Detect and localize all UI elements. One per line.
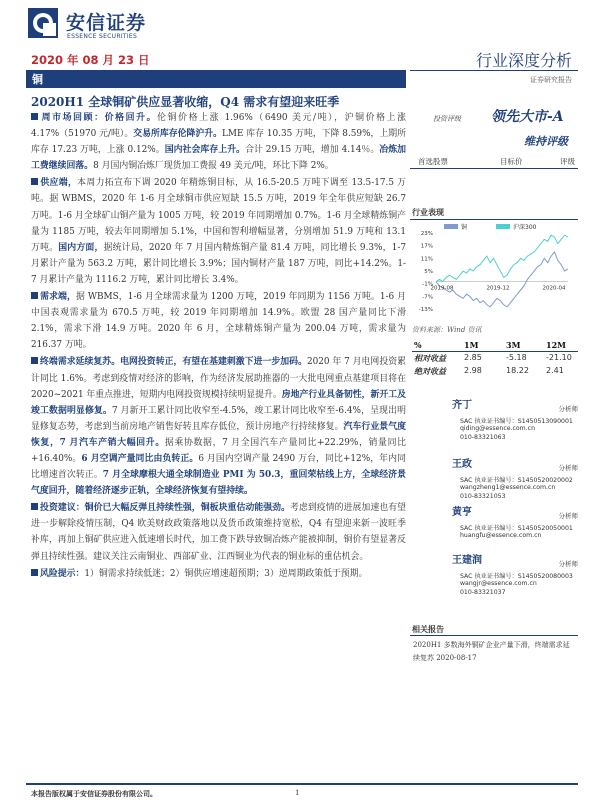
divider (410, 219, 578, 220)
legend-label: 沪深300 (513, 224, 537, 231)
stock-col-rating: 评级 (560, 157, 575, 166)
footer-text: 本报告版权属于安信证券股份有限公司。 (31, 789, 157, 798)
report-headline: 2020H1 全球铜矿供应显著收缩，Q4 需求有望迎来旺季 (31, 95, 340, 109)
legend-label: 铜 (461, 224, 468, 231)
industry-bar (26, 70, 406, 88)
y-tick-label: 11% (420, 256, 433, 263)
analyst-email[interactable]: wangjr@essence.com.cn (460, 580, 537, 587)
paragraph-risk: 风险提示：1）铜需求持续低迷；2）铜供应增速超预期；3）逆周期政策低于预期。 (31, 566, 406, 582)
analyst-cert: SAC 执业证书编号：S1450520020002 (460, 477, 573, 484)
table-cell: 2.85 (464, 353, 482, 362)
rating-change: 维持评级 (524, 135, 568, 148)
chart-source: 资料来源：Wind 资讯 (412, 326, 482, 334)
performance-table (412, 339, 578, 378)
analyst-name: 齐丁 (452, 400, 472, 411)
brand-name: 安信证券 (66, 12, 147, 34)
brand-logo (26, 6, 176, 40)
stock-col-name: 首选股票 (418, 157, 448, 166)
footer-divider (26, 783, 578, 785)
bullet-square-icon (31, 113, 38, 120)
analyst-cert: SAC 执业证书编号：S1450520080003 (460, 573, 573, 580)
analyst-card (410, 396, 578, 456)
bullet-square-icon (31, 357, 38, 364)
y-tick-label: 17% (420, 243, 433, 250)
industry-name: 铜 (32, 73, 43, 86)
analyst-cert: SAC 执业证书编号：S1450513090001 (460, 418, 573, 425)
table-cell: -5.18 (506, 353, 527, 362)
report-date: 2020 年 08 月 23 日 (31, 53, 150, 67)
brand-logo-icon (26, 6, 60, 40)
bullet-square-icon (31, 569, 38, 576)
table-cell: 2.41 (546, 366, 564, 375)
bullet-square-icon (31, 178, 38, 185)
analyst-cert: SAC 执业证书编号：S1450520050001 (460, 525, 573, 532)
analyst-phone: 010-83321063 (460, 434, 506, 441)
paragraph-demand: 需求端，据 WBMS，1-6 月全球需求量为 1200 万吨，2019 年同期为 1156 万吨。1-6 月中国表观需求量为 670.5 万吨，较 2019 年同期增加 14.9%。欧盟 28 国产量同比下滑 2.1%，需求下滑 14.9 万吨。2020 年 6 月，全球精炼铜产量为 200.04 万吨，需求量为 216.37 万吨。 (31, 292, 406, 351)
report-body (31, 110, 406, 583)
x-tick-label: 2020-04 (542, 285, 566, 292)
analyst-name: 黄亨 (452, 507, 472, 518)
analyst-role: 分析师 (558, 405, 578, 413)
table-header-cell: % (414, 340, 422, 350)
report-category: 证券研究报告 (530, 76, 572, 84)
analyst-role: 分析师 (558, 464, 578, 472)
performance-chart (410, 221, 578, 323)
analyst-phone: 010-83321037 (460, 589, 506, 596)
paragraph-supply: 供应端，本周力拓宣布下调 2020 年精炼铜目标，从 16.5-20.5 万吨下调至 13.5-17.5 万吨。据 WBMS，2020 年 1-6 月全球铜市供应短缺 15.5 万吨，2019 年全年供应短缺 26.7 万吨。1-6 月全球矿山铜产量为 1005 万吨，较 2019 年同期增加 0.7%。1-6 月全球精炼铜产量为 1185 万吨，较去年同期增加 5.1%，中国和智利增幅显著，分别增加 51.9 万吨和 13.1 万吨。国内方面，据统计局，2020 年 7 月国内精炼铜产量 81.4 万吨，同比增长 9.3%，1-7 月累计产量为 563.2 万吨，累计同比增长 3.9%；国内铜材产量 187 万吨，同比+14.2%。1-7 月累计产量为 1116.2 万吨，累计同比增长 3.4%。 (31, 178, 407, 285)
analyst-email[interactable]: wangzheng1@essence.com.cn (460, 484, 556, 491)
table-cell: 18.22 (506, 366, 529, 375)
legend-swatch (444, 224, 458, 229)
table-header-cell: 1M (464, 340, 479, 350)
paragraph-market-review: 周市场回顾：价格回升。伦铜价格上涨 1.96%（6490 美元/吨），沪铜价格上涨 4.17%（51970 元/吨）。交易所库存伦降沪升。LME 库存 10.35 万吨，下降 8.59%，上期所库存 17.23 万吨，上涨 0.12%。国内社会库存上升。合计 29.15 万吨，增加 4.14％。冶炼加工费继续回落。8 月国内铜冶炼厂现货加工费报 49 美元/吨，环比下降 2%。 (31, 113, 407, 172)
series-line (436, 235, 568, 282)
related-reports-title: 相关报告 (412, 624, 444, 634)
performance-title: 行业表现 (412, 207, 444, 217)
rating-box (418, 106, 578, 156)
x-tick-label: 2019-08 (430, 285, 454, 292)
y-tick-label: -1% (422, 281, 433, 288)
stock-pick-header (410, 155, 578, 169)
analyst-name: 王建润 (452, 555, 482, 566)
analyst-name: 王政 (452, 459, 472, 470)
rating-value: 领先大市-A (491, 109, 564, 125)
row-label: 相对收益 (414, 353, 446, 363)
table-header-row (412, 339, 578, 352)
y-tick-label: 5% (424, 269, 433, 275)
divider (410, 70, 578, 71)
legend-swatch (496, 224, 510, 229)
page-number: 1 (295, 789, 300, 797)
bullet-square-icon (31, 292, 38, 299)
y-tick-label: 23% (420, 231, 433, 237)
rating-label: 投资评级 (433, 115, 461, 123)
table-row (412, 365, 578, 378)
divider (410, 635, 578, 636)
analyst-phone: 010-83321053 (460, 493, 506, 500)
stock-col-target: 目标价 (500, 157, 523, 166)
analyst-email[interactable]: huangfu@essence.com.cn (460, 532, 542, 539)
related-report-link[interactable]: 2020H1 多数海外铜矿企业产量下滑，终端需求延续复苏 2020-08-17 (413, 641, 570, 662)
y-tick-label: -7% (422, 294, 433, 301)
paragraph-investment-advice: 投资建议：铜价已大幅反弹且持续性强，铜板块重估动能强劲。考虑到疫情的进展加速也有望进一步解除疫情压制，Q4 欧美财政政策落地以及货币政策维持宽松，Q4 有望迎来新一波旺季补库，再加上铜矿供应进入低速增长时代，加工费下跌导致铜冶炼产能被抑制，铜价有望显著反弹且持续性强。建议关注云南铜业、西部矿业、江西铜业为代表的铜业标的重估机会。 (31, 503, 406, 562)
paragraph-end-demand: 终端需求延续复苏。电网投资转正，有望在基建刺激下进一步加码。2020 年 7 月电网投资累计同比 1.6%。考虑到疫情对经济的影响，作为经济发展助推器的一大批电网重点基建项目将在 2020~2021 年重点推进，短期内电网投资规模持续明显提升。房地产行业具备韧性，新开工及竣工数据明显修复。7 月新开工累计同比收窄至-4.5%，竣工累计同比收窄至-6.4%，呈现出明显修复态势，考虑到当前房地产销售好转且库存低位，预计房地产行持续修复。汽车行业景气度恢复，7 月汽车产销大幅回升。据乘协数据，7 月全国汽车产量同比+22.29%，销量同比+16.40%。6 月空调产量同比由负转正。6 月国内空调产量 2490 万台，同比+12%，年内同比增速首次转正。7 月全球摩根大通全球制造业 PMI 为 50.3，重回荣枯线上方，全球经济景气度回升，随着经济逐步正轨，全球经济恢复有望持续。 (31, 357, 407, 497)
y-tick-label: -13% (418, 307, 433, 313)
table-header-cell: 12M (546, 340, 566, 350)
document-type: 行业深度分析 (475, 51, 572, 70)
brand-name-en: ESSENCE SECURITIES (67, 33, 138, 40)
analyst-email[interactable]: qiding@essence.com.cn (460, 425, 535, 432)
table-header-cell: 3M (506, 340, 521, 350)
bullet-square-icon (31, 503, 38, 510)
table-cell: -21.10 (546, 353, 572, 362)
row-label: 绝对收益 (414, 366, 446, 376)
analyst-role: 分析师 (558, 560, 578, 568)
table-row (412, 352, 578, 365)
analyst-role: 分析师 (558, 512, 578, 520)
x-tick-label: 2019-12 (486, 285, 510, 292)
analyst-card (410, 551, 578, 611)
table-cell: 2.98 (464, 366, 482, 375)
